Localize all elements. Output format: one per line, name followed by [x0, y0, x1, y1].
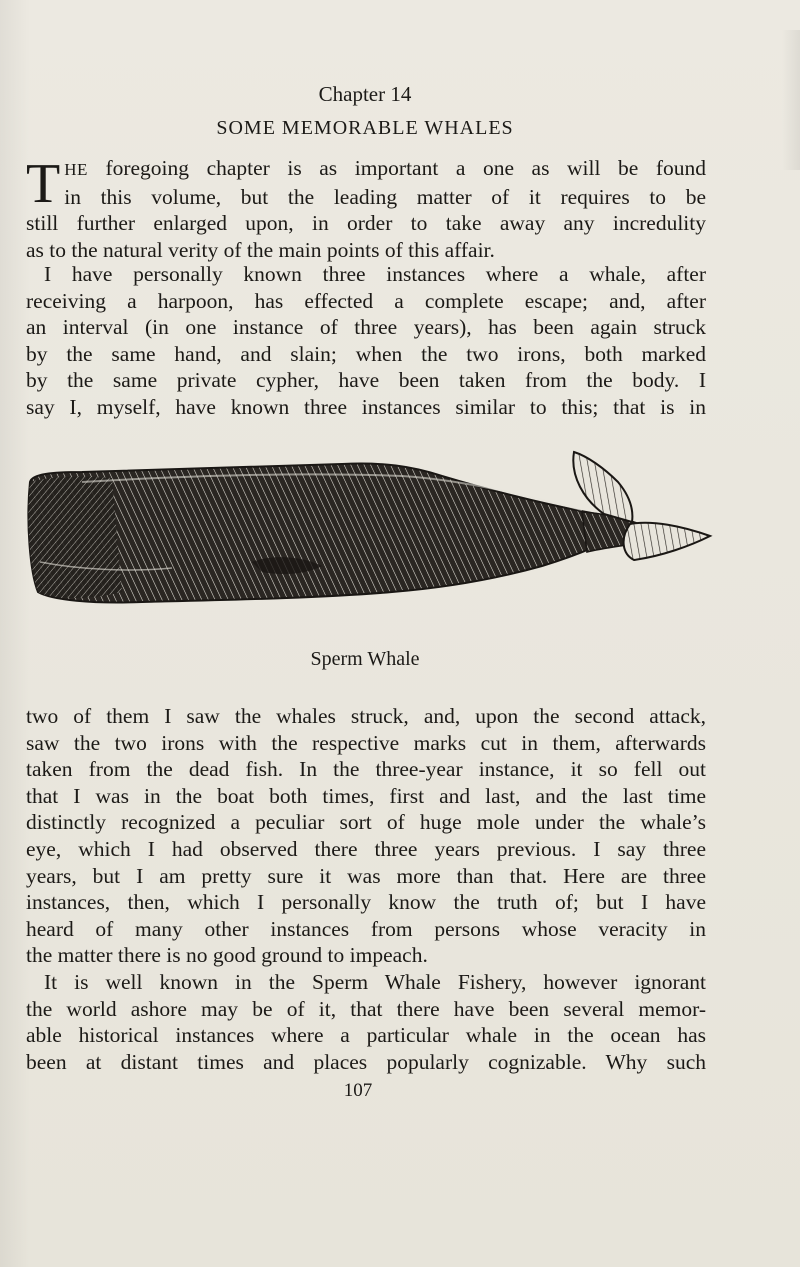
paragraph-3: [26, 969, 706, 1075]
text-line: heard of many other instances from persons whose veracity in: [26, 916, 706, 941]
text-line: by the same private cypher, have been taken from the body. I: [26, 368, 706, 393]
drop-cap: T: [26, 153, 61, 215]
small-caps-lead: HE: [64, 160, 88, 179]
text-line: receiving a harpoon, has effected a complete escape; and, after: [26, 288, 706, 313]
paragraph-2-continued: [26, 703, 706, 969]
text-line: that I was in the boat both times, first and last, and the last time: [26, 783, 706, 808]
text-line: years, but I am pretty sure it was more than that. Here are three: [26, 863, 706, 888]
text-line: the world ashore may be of it, that there have been several memor-: [26, 996, 706, 1021]
chapter-title: SOME MEMORABLE WHALES: [216, 117, 514, 139]
whale-fluke-lower: [624, 523, 710, 560]
text-line: able historical instances where a particular whale in the ocean has: [26, 1023, 706, 1048]
chapter-number: Chapter 14: [318, 82, 412, 106]
text-line: by the same hand, and slain; when the two irons, both marked: [26, 341, 706, 366]
page-number: 107: [343, 1080, 373, 1101]
whale-engraving: [22, 442, 714, 632]
text-line: in this volume, but the leading matter of it requires to be: [64, 184, 706, 209]
text-line: taken from the dead fish. In the three-year instance, it so fell out: [26, 757, 706, 782]
text-line: instances, then, which I personally know the truth of; but I have: [26, 890, 706, 915]
text-line: the matter there is no good ground to impeach.: [26, 943, 428, 968]
text-line: saw the two irons with the respective marks cut in them, afterwards: [26, 730, 706, 755]
text-line: as to the natural verity of the main points of this affair.: [26, 237, 495, 262]
whale-head-shade: [28, 477, 122, 598]
text-line: still further enlarged upon, in order to take away any incredulity: [26, 211, 706, 236]
text-line: I have personally known three instances where a whale, after: [44, 262, 706, 286]
figure-caption: Sperm Whale: [310, 648, 420, 670]
text-line: two of them I saw the whales struck, and, upon the second attack,: [26, 704, 706, 728]
paragraph-2: [26, 261, 706, 421]
text-line: an interval (in one instance of three years), has been again struck: [26, 315, 706, 340]
text-line: HE foregoing chapter is as important a one as will be found: [64, 156, 706, 180]
sperm-whale-illustration: [22, 442, 714, 632]
text-line: been at distant times and places popularly cognizable. Why such: [26, 1049, 706, 1074]
paragraph-1: [26, 155, 706, 263]
text-line: It is well known in the Sperm Whale Fishery, however ignorant: [44, 970, 706, 994]
text-line: say I, myself, have known three instances similar to this; that is in: [26, 394, 706, 419]
text-line: eye, which I had observed there three years previous. I say three: [26, 836, 706, 861]
facing-page-shadow: [782, 30, 800, 170]
text-line: distinctly recognized a peculiar sort of huge mole under the whale’s: [26, 810, 706, 835]
